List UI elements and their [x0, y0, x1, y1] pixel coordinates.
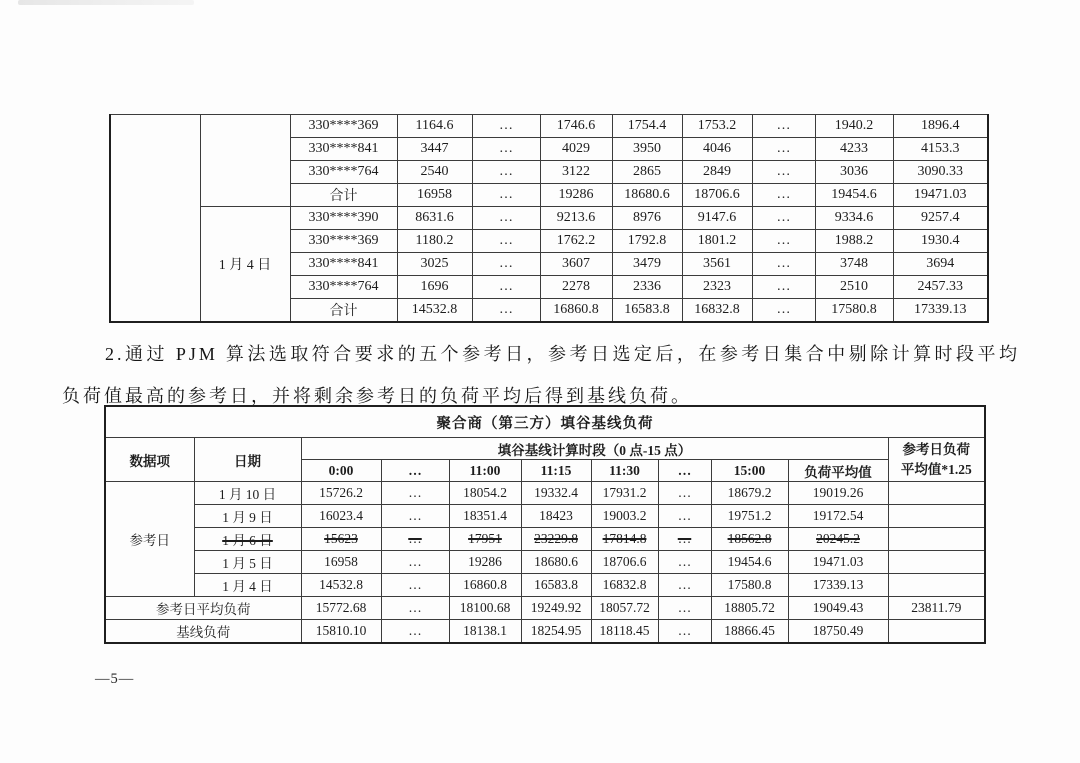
group-label-cell: 参考日 — [105, 482, 194, 597]
value-cell: 14532.8 — [397, 299, 472, 323]
value-cell: 1754.4 — [612, 115, 682, 138]
carryover-cell — [110, 115, 200, 323]
value-cell: … — [752, 230, 815, 253]
value-cell: 1801.2 — [682, 230, 752, 253]
value-cell: … — [752, 184, 815, 207]
value-cell: 2849 — [682, 161, 752, 184]
value-cell: … — [381, 482, 449, 505]
value-cell: 2323 — [682, 276, 752, 299]
meter-load-table — [109, 114, 989, 323]
meter-id-cell: 330****369 — [290, 230, 397, 253]
value-cell: 19751.2 — [711, 505, 788, 528]
value-cell: 15810.10 — [301, 620, 381, 644]
header-ref-avg-line1: 参考日负荷 — [902, 441, 971, 457]
paragraph-line-1: 2.通过 PJM 算法选取符合要求的五个参考日，参考日选定后，在参考日集合中剔除计算时段平均 — [105, 344, 1020, 364]
value-cell: 16832.8 — [591, 574, 658, 597]
value-cell: … — [472, 299, 540, 323]
date-cell: 1 月 4 日 — [194, 574, 301, 597]
value-cell: 9213.6 — [540, 207, 612, 230]
value-cell: … — [472, 115, 540, 138]
value-cell: … — [658, 551, 711, 574]
value-cell: 2540 — [397, 161, 472, 184]
value-cell: 3561 — [682, 253, 752, 276]
value-cell — [888, 482, 985, 505]
value-cell: … — [472, 207, 540, 230]
date-cell: 1 月 9 日 — [194, 505, 301, 528]
value-cell: 19454.6 — [815, 184, 893, 207]
value-cell: 18805.72 — [711, 597, 788, 620]
header-ref-avg-line2: 平均值*1.25 — [900, 461, 972, 477]
summary-row — [105, 597, 985, 620]
value-cell: 1940.2 — [815, 115, 893, 138]
summary-label-cell: 参考日平均负荷 — [105, 597, 301, 620]
value-cell — [888, 551, 985, 574]
value-cell: 18100.68 — [449, 597, 521, 620]
table-title-row — [105, 406, 985, 438]
header-time-cell: 11:00 — [449, 460, 521, 482]
value-cell: 15772.68 — [301, 597, 381, 620]
value-cell: … — [658, 574, 711, 597]
value-cell: 19049.43 — [788, 597, 888, 620]
value-cell: 19454.6 — [711, 551, 788, 574]
reference-day-row — [105, 551, 985, 574]
value-cell: 1746.6 — [540, 115, 612, 138]
value-cell: 1930.4 — [893, 230, 988, 253]
value-cell: … — [472, 184, 540, 207]
value-cell: 1753.2 — [682, 115, 752, 138]
value-cell: 16860.8 — [540, 299, 612, 323]
value-cell: … — [752, 207, 815, 230]
header-date: 日期 — [194, 438, 301, 482]
value-cell: 3694 — [893, 253, 988, 276]
date-cell: 1 月 5 日 — [194, 551, 301, 574]
meter-id-cell: 330****841 — [290, 253, 397, 276]
value-cell: 2278 — [540, 276, 612, 299]
value-cell: 18680.6 — [521, 551, 591, 574]
date-cell: 1 月 6 日 — [194, 528, 301, 551]
value-cell: 18254.95 — [521, 620, 591, 644]
value-cell: … — [752, 138, 815, 161]
value-cell: 1164.6 — [397, 115, 472, 138]
value-cell: 3479 — [612, 253, 682, 276]
value-cell: 17931.2 — [591, 482, 658, 505]
value-cell: … — [658, 528, 711, 551]
value-cell: … — [381, 574, 449, 597]
value-cell: … — [658, 597, 711, 620]
value-cell: 8631.6 — [397, 207, 472, 230]
value-cell: 1896.4 — [893, 115, 988, 138]
value-cell: 2457.33 — [893, 276, 988, 299]
value-cell: 3036 — [815, 161, 893, 184]
value-cell: 3748 — [815, 253, 893, 276]
value-cell: … — [658, 482, 711, 505]
value-cell: 16583.8 — [521, 574, 591, 597]
value-cell: … — [381, 528, 449, 551]
value-cell: 4153.3 — [893, 138, 988, 161]
header-ref-avg — [888, 438, 985, 482]
header-row-1 — [105, 438, 985, 460]
header-time-cell: 11:30 — [591, 460, 658, 482]
value-cell: … — [752, 115, 815, 138]
value-cell: 18423 — [521, 505, 591, 528]
header-time-cell: … — [381, 460, 449, 482]
value-cell: 18679.2 — [711, 482, 788, 505]
value-cell: 17951 — [449, 528, 521, 551]
value-cell: 18706.6 — [682, 184, 752, 207]
value-cell: 1792.8 — [612, 230, 682, 253]
value-cell: 1180.2 — [397, 230, 472, 253]
value-cell: 15726.2 — [301, 482, 381, 505]
header-time-cell: 0:00 — [301, 460, 381, 482]
reference-day-row — [105, 528, 985, 551]
summary-label-cell: 基线负荷 — [105, 620, 301, 644]
value-cell: 20245.2 — [788, 528, 888, 551]
value-cell: 9334.6 — [815, 207, 893, 230]
value-cell — [888, 505, 985, 528]
value-cell: 17814.8 — [591, 528, 658, 551]
value-cell: 18138.1 — [449, 620, 521, 644]
value-cell: 23229.8 — [521, 528, 591, 551]
value-cell: 18057.72 — [591, 597, 658, 620]
value-cell: 15623 — [301, 528, 381, 551]
value-cell: 19249.92 — [521, 597, 591, 620]
meter-id-cell: 合计 — [290, 184, 397, 207]
value-cell: 18351.4 — [449, 505, 521, 528]
value-cell: 19286 — [540, 184, 612, 207]
date-cell — [200, 115, 290, 207]
meter-id-cell: 330****764 — [290, 276, 397, 299]
value-cell: 18054.2 — [449, 482, 521, 505]
header-period: 填谷基线计算时段（0 点-15 点） — [301, 438, 888, 460]
value-cell: … — [381, 620, 449, 644]
value-cell: 4046 — [682, 138, 752, 161]
value-cell: 9147.6 — [682, 207, 752, 230]
value-cell: … — [752, 276, 815, 299]
date-cell: 1 月 4 日 — [200, 207, 290, 323]
reference-day-row — [105, 505, 985, 528]
value-cell: … — [472, 276, 540, 299]
value-cell: … — [381, 551, 449, 574]
value-cell: 14532.8 — [301, 574, 381, 597]
value-cell: … — [472, 253, 540, 276]
value-cell: 2336 — [612, 276, 682, 299]
value-cell: 18118.45 — [591, 620, 658, 644]
value-cell: 3025 — [397, 253, 472, 276]
table-row — [110, 207, 988, 230]
value-cell: 4233 — [815, 138, 893, 161]
value-cell: … — [658, 505, 711, 528]
table-row — [110, 115, 988, 138]
value-cell: 17580.8 — [815, 299, 893, 323]
value-cell: 16023.4 — [301, 505, 381, 528]
reference-day-row — [105, 574, 985, 597]
meter-id-cell: 330****390 — [290, 207, 397, 230]
value-cell: 3122 — [540, 161, 612, 184]
value-cell: 16958 — [301, 551, 381, 574]
value-cell: 18750.49 — [788, 620, 888, 644]
scan-artifact-smudge — [18, 0, 194, 5]
value-cell: 18562.8 — [711, 528, 788, 551]
value-cell: 1696 — [397, 276, 472, 299]
value-cell — [888, 620, 985, 644]
value-cell: 17339.13 — [893, 299, 988, 323]
value-cell: 16860.8 — [449, 574, 521, 597]
meter-id-cell: 330****841 — [290, 138, 397, 161]
reference-day-row — [105, 482, 985, 505]
value-cell: … — [381, 505, 449, 528]
value-cell — [888, 574, 985, 597]
value-cell: 3607 — [540, 253, 612, 276]
meter-id-cell: 330****764 — [290, 161, 397, 184]
value-cell: 17580.8 — [711, 574, 788, 597]
value-cell: 23811.79 — [888, 597, 985, 620]
value-cell: 19172.54 — [788, 505, 888, 528]
value-cell: 3447 — [397, 138, 472, 161]
header-data-item: 数据项 — [105, 438, 194, 482]
paragraph-line-2: 负荷值最高的参考日，并将剩余参考日的负荷平均后得到基线负荷。 — [62, 386, 692, 406]
header-time-cell: 负荷平均值 — [788, 460, 888, 482]
summary-row — [105, 620, 985, 644]
value-cell: 19471.03 — [788, 551, 888, 574]
value-cell: … — [752, 299, 815, 323]
date-cell: 1 月 10 日 — [194, 482, 301, 505]
table-title: 聚合商（第三方）填谷基线负荷 — [105, 406, 985, 438]
value-cell: 19332.4 — [521, 482, 591, 505]
header-time-cell: … — [658, 460, 711, 482]
value-cell: 4029 — [540, 138, 612, 161]
value-cell: 18866.45 — [711, 620, 788, 644]
value-cell: 18680.6 — [612, 184, 682, 207]
value-cell: 16958 — [397, 184, 472, 207]
value-cell: 19003.2 — [591, 505, 658, 528]
value-cell: 3090.33 — [893, 161, 988, 184]
page-number: —5— — [95, 671, 135, 687]
value-cell: 16832.8 — [682, 299, 752, 323]
value-cell: … — [381, 597, 449, 620]
value-cell — [888, 528, 985, 551]
value-cell: 19471.03 — [893, 184, 988, 207]
value-cell: … — [752, 161, 815, 184]
value-cell: 2865 — [612, 161, 682, 184]
value-cell: 18706.6 — [591, 551, 658, 574]
value-cell: 3950 — [612, 138, 682, 161]
value-cell: … — [472, 161, 540, 184]
value-cell: 1762.2 — [540, 230, 612, 253]
value-cell: … — [658, 620, 711, 644]
value-cell: 19019.26 — [788, 482, 888, 505]
header-time-cell: 11:15 — [521, 460, 591, 482]
value-cell: 19286 — [449, 551, 521, 574]
value-cell: 9257.4 — [893, 207, 988, 230]
header-time-cell: 15:00 — [711, 460, 788, 482]
value-cell: 8976 — [612, 207, 682, 230]
value-cell: … — [752, 253, 815, 276]
meter-id-cell: 330****369 — [290, 115, 397, 138]
baseline-table — [104, 405, 986, 644]
value-cell: 1988.2 — [815, 230, 893, 253]
value-cell: … — [472, 230, 540, 253]
value-cell: 16583.8 — [612, 299, 682, 323]
value-cell: 2510 — [815, 276, 893, 299]
value-cell: … — [472, 138, 540, 161]
meter-id-cell: 合计 — [290, 299, 397, 323]
value-cell: 17339.13 — [788, 574, 888, 597]
